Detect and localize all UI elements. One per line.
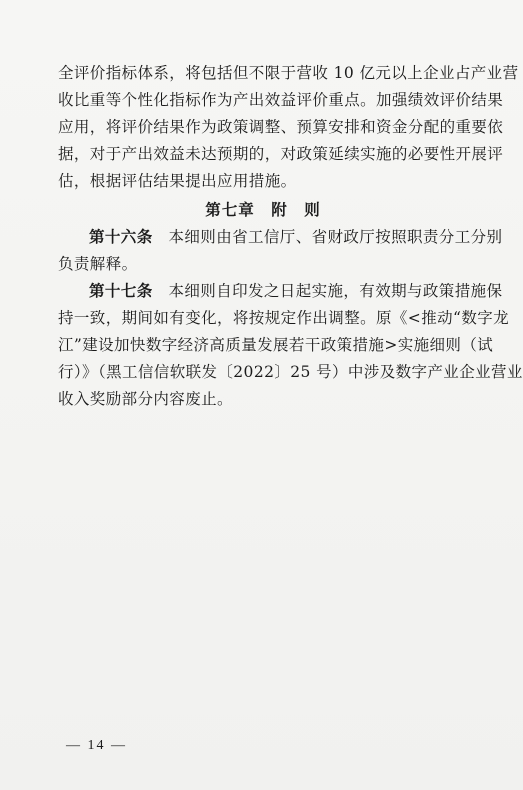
- paragraph-line: 应用，将评价结果作为政策调整、预算安排和资金分配的重要依: [58, 118, 504, 136]
- body-text: [58, 60, 523, 413]
- article-17-line: 收入奖励部分内容废止。: [58, 390, 233, 408]
- chapter-title: 第七章 附 则: [205, 201, 321, 219]
- article-16-text: 本细则由省工信厅、省财政厅按照职责分工分别: [152, 228, 503, 246]
- paragraph-line: 据，对于产出效益未达预期的，对政策延续实施的必要性开展评: [58, 145, 504, 163]
- paragraph-line: 收比重等个性化指标作为产出效益评价重点。加强绩效评价结果: [58, 91, 504, 109]
- article-16-line: 负责解释。: [58, 255, 138, 273]
- article-17-line: [58, 278, 503, 305]
- paragraph-line: 估，根据评估结果提出应用措施。: [58, 172, 297, 190]
- article-16-line: [58, 224, 503, 251]
- article-16-heading: 第十六条: [89, 228, 153, 246]
- article-17-heading: 第十七条: [89, 282, 153, 300]
- article-17-line: 江”建设加快数字经济高质量发展若干政策措施>实施细则（试: [58, 336, 494, 354]
- article-17-line: 行）》（黑工信信软联发〔2022〕25 号）中涉及数字产业企业营业: [58, 363, 523, 381]
- article-17-line: 持一致，期间如有变化，将按规定作出调整。原《<推动“数字龙: [58, 309, 510, 327]
- page-number: — 14 —: [66, 738, 127, 753]
- paragraph-line: 全评价指标体系，将包括但不限于营收 10 亿元以上企业占产业营: [58, 64, 519, 82]
- article-17-text: 本细则自印发之日起实施，有效期与政策措施保: [152, 282, 503, 300]
